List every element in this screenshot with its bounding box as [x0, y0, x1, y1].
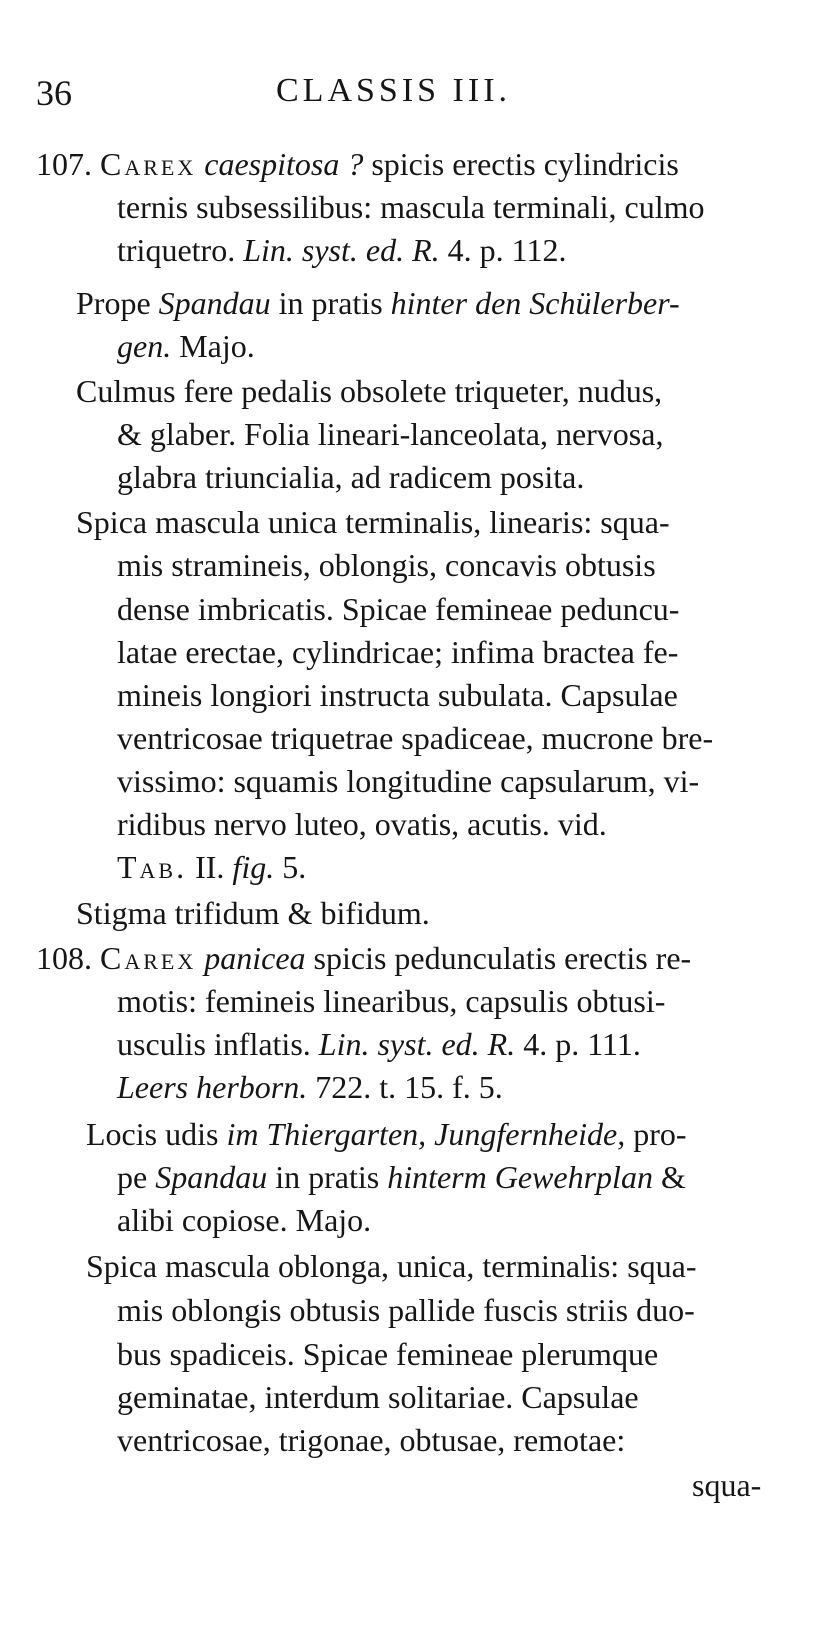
- diagnosis-line: [117, 230, 566, 270]
- reference-page: 4. p. 112.: [447, 232, 567, 268]
- reference-page: 4. p. 111.: [523, 1026, 641, 1062]
- entry-number: 108.: [36, 940, 92, 976]
- genus-name: Carex: [100, 146, 197, 182]
- locality-line: alibi copiose. Majo.: [117, 1202, 372, 1238]
- flowering-month: Majo.: [179, 328, 255, 364]
- locality-line: [76, 283, 680, 323]
- description-line: dense imbricatis. Spicae femineae peduncu-: [117, 591, 680, 627]
- figure-label: fig.: [232, 849, 275, 885]
- diagnosis-text: triquetro.: [117, 232, 236, 268]
- place-name: Spandau: [155, 1159, 268, 1195]
- locality-text: &: [660, 1159, 686, 1195]
- description-line: glabra triuncialia, ad radicem posita.: [117, 459, 585, 495]
- plate-number: II.: [195, 849, 225, 885]
- stigma-note: Stigma trifidum & bifidum.: [76, 895, 430, 931]
- place-name: hinter den Schülerber-: [390, 285, 680, 321]
- description-line: vissimo: squamis longitudine capsularum, vi-: [117, 763, 700, 799]
- literature-reference: Lin. syst. ed. R.: [318, 1026, 516, 1062]
- place-name: gen.: [117, 328, 172, 364]
- description-line: & glaber. Folia lineari-lanceolata, nervosa,: [117, 416, 664, 452]
- page-header: [0, 72, 830, 122]
- place-name: Jungfernheide,: [434, 1116, 626, 1152]
- page-number: 36: [36, 73, 72, 113]
- locality-text: pro-: [633, 1116, 687, 1152]
- description-line: geminatae, interdum solitariae. Capsulae: [117, 1379, 639, 1415]
- diagnosis-line: [117, 1024, 641, 1064]
- species-name: caespitosa ?: [204, 146, 364, 182]
- locality-text: pe: [117, 1159, 148, 1195]
- reference-page: 722. t. 15. f. 5.: [315, 1069, 503, 1105]
- locality-text: in pratis: [278, 285, 383, 321]
- diagnosis-line: ternis subsessilibus: mascula terminali, culmo: [117, 189, 705, 225]
- figure-number: 5.: [282, 849, 307, 885]
- catchword: squa-: [692, 1467, 762, 1503]
- diagnosis-text: usculis inflatis.: [117, 1026, 311, 1062]
- entry-heading: [36, 938, 691, 978]
- species-name: panicea: [204, 940, 306, 976]
- description-line: Culmus fere pedalis obsolete triqueter, nudus,: [76, 373, 663, 409]
- locality-text: Prope: [76, 285, 151, 321]
- description-line: bus spadiceis. Spicae femineae plerumque: [117, 1336, 659, 1372]
- description-line: latae erectae, cylindricae; infima bractea fe-: [117, 634, 679, 670]
- description-line: Spica mascula oblonga, unica, terminalis: squa-: [86, 1248, 697, 1284]
- locality-text: in pratis: [275, 1159, 380, 1195]
- plate-label: Tab.: [117, 849, 188, 885]
- genus-name: Carex: [100, 940, 197, 976]
- diagnosis-line: [117, 1067, 503, 1107]
- description-line: ventricosae, trigonae, obtusae, remotae:: [117, 1422, 626, 1458]
- locality-text: Locis udis: [86, 1116, 219, 1152]
- locality-line: [117, 326, 255, 366]
- diagnosis-text: spicis erectis cylindricis: [371, 146, 679, 182]
- description-line: ventricosae triquetrae spadiceae, mucrone bre-: [117, 720, 714, 756]
- diagnosis-line: motis: femineis linearibus, capsulis obtusi-: [117, 983, 666, 1019]
- literature-reference: Leers herborn.: [117, 1069, 308, 1105]
- literature-reference: Lin. syst. ed. R.: [243, 232, 440, 268]
- description-line: ridibus nervo luteo, ovatis, acutis. vid.: [117, 806, 607, 842]
- place-name: im Thiergarten,: [226, 1116, 427, 1152]
- locality-line: [117, 1157, 686, 1197]
- entry-number: 107.: [36, 146, 92, 182]
- diagnosis-text: spicis pedunculatis erectis re-: [313, 940, 692, 976]
- entry-heading: [36, 144, 679, 184]
- description-line: mis oblongis obtusis pallide fuscis striis duo-: [117, 1292, 695, 1328]
- place-name: Spandau: [158, 285, 271, 321]
- locality-line: [86, 1114, 687, 1154]
- description-line: mineis longiori instructa subulata. Capsulae: [117, 677, 678, 713]
- plate-reference: [117, 847, 306, 887]
- description-line: mis stramineis, oblongis, concavis obtusis: [117, 547, 656, 583]
- description-line: Spica mascula unica terminalis, linearis: squa-: [76, 504, 670, 540]
- place-name: hinterm Gewehrplan: [387, 1159, 653, 1195]
- running-title: CLASSIS III.: [276, 72, 512, 109]
